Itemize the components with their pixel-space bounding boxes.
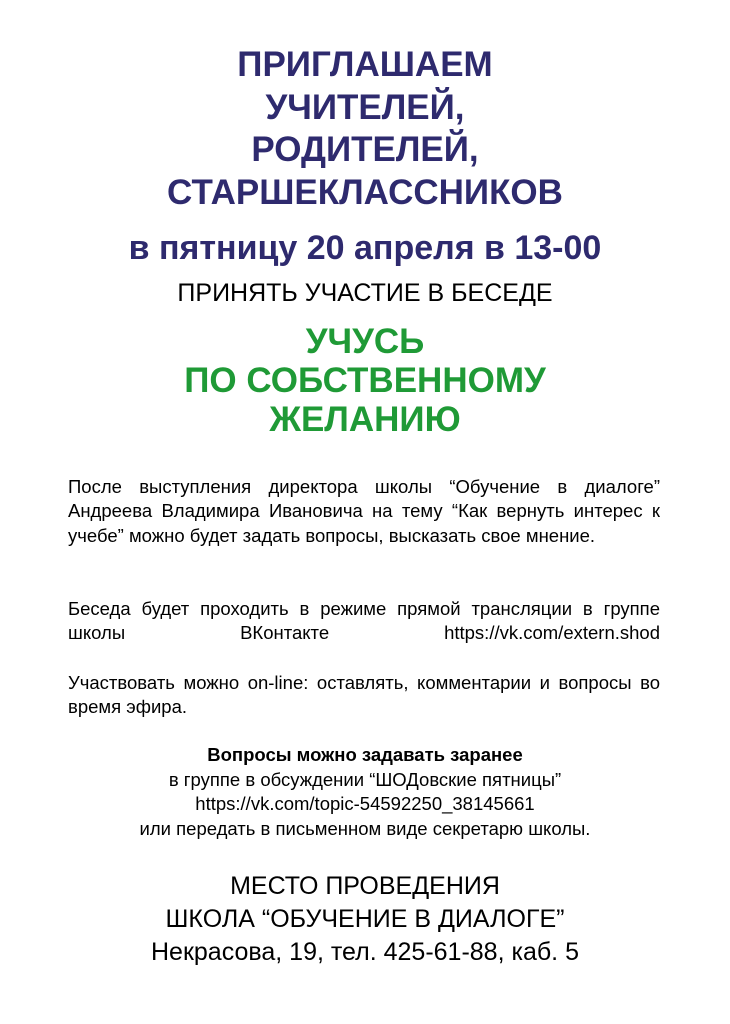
- invitation-headline: [0, 44, 730, 214]
- event-date: в пятницу 20 апреля в 13-00: [128, 229, 602, 267]
- headline-line-teachers: УЧИТЕЛЕЙ,: [265, 87, 465, 127]
- headline-line-seniors: СТАРШЕКЛАССНИКОВ: [167, 172, 563, 212]
- headline-line-parents: РОДИТЕЛЕЙ,: [251, 130, 479, 169]
- speech-paragraph: После выступления директора школы “Обучение в диалоге” Андреева Владимира Ивановича на тему “Как вернуть интерес к учебе” можно будет задать вопросы, высказать свое мнение.: [68, 476, 660, 546]
- headline-line-invite: ПРИГЛАШАЕМ: [237, 45, 493, 84]
- venue-school: ШКОЛА “ОБУЧЕНИЕ В ДИАЛОГЕ”: [165, 905, 565, 933]
- online-paragraph: Участвовать можно on-line: оставлять, комментарии и вопросы во время эфира.: [68, 672, 660, 718]
- questions-block: [0, 743, 730, 841]
- topic-line-2: ПО СОБСТВЕННОМУ: [184, 361, 546, 400]
- questions-secretary-line: или передать в письменном виде секретарю школы.: [139, 817, 591, 839]
- questions-link: https://vk.com/topic-54592250_38145661: [195, 793, 535, 814]
- broadcast-paragraph: Беседа будет проходить в режиме прямой трансляции в группе школы ВКонтакте https://vk.com/extern.shod: [68, 598, 660, 644]
- venue-address: Некрасова, 19, тел. 425-61-88, каб. 5: [151, 938, 579, 966]
- venue-block: [0, 870, 730, 969]
- discussion-topic: [0, 322, 730, 439]
- venue-label: МЕСТО ПРОВЕДЕНИЯ: [230, 872, 500, 900]
- questions-group-line: в группе в обсуждении “ШОДовские пятницы”: [168, 768, 562, 790]
- questions-title: Вопросы можно задавать заранее: [207, 744, 523, 765]
- topic-line-1: УЧУСЬ: [305, 322, 425, 361]
- topic-line-3: ЖЕЛАНИЮ: [269, 400, 461, 439]
- event-invite-text: ПРИНЯТЬ УЧАСТИЕ В БЕСЕДЕ: [177, 279, 553, 307]
